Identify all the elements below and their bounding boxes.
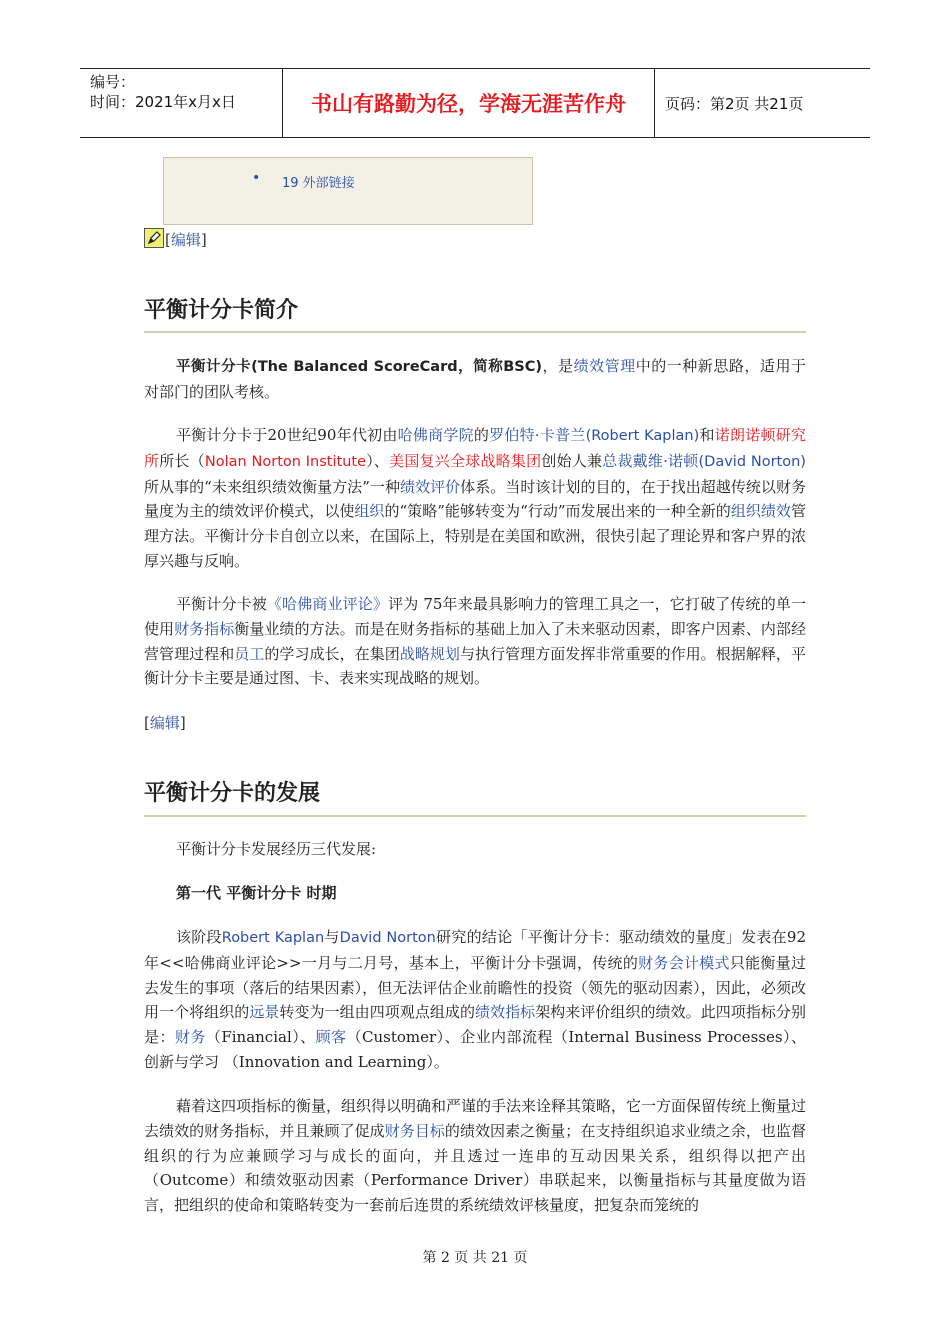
link-organization[interactable]: 组织	[354, 502, 385, 521]
link-finance[interactable]: 财务	[174, 1028, 206, 1047]
link-harvard-business-school[interactable]: 哈佛商学院	[397, 426, 474, 444]
paragraph-dev-intro: 平衡计分卡发展经历三代发展:	[176, 840, 377, 858]
paragraph-four-indicators: 藉着这四项指标的衡量，组织得以明确和严谨的手法来诠释其策略，它一方面保留传统上衡量过去绩效的财务指标，并且兼顾了促成财务目标的绩效因素之衡量；在支持组织追求业绩之余，也监督组织的行为应兼顾学习与成长的面向，并且透过一连串的互动因果关系，组织得以把产出（Outcome）和绩效驱动因素（Performance Driver）串联起来，以衡量指标与其量度做为语言，把组织的使命和策略转变为一套前后连贯的系统绩效评核量度，把复杂而笼统的	[144, 1097, 807, 1215]
link-performance-management[interactable]: 绩效管理	[573, 357, 636, 375]
link-harvard-business-review[interactable]: 《哈佛商业评论》	[266, 595, 389, 613]
link-renaissance-group[interactable]: 美国复兴全球战略集团	[389, 451, 542, 470]
link-financial-indicators[interactable]: 财务指标	[174, 619, 235, 638]
link-president[interactable]: 总裁	[602, 451, 633, 470]
edit-link[interactable]: 编辑	[149, 714, 180, 732]
edit-pencil-icon[interactable]	[144, 228, 164, 248]
paragraph-intro-definition: 平衡计分卡(The Balanced ScoreCard，简称BSC)，是绩效管理中的一种新思路，适用于对部门的团队考核。	[144, 357, 806, 401]
edit-link-row: [编辑]	[144, 714, 186, 732]
section-title-intro: 平衡计分卡简介	[144, 298, 299, 323]
link-employees[interactable]: 员工	[234, 644, 265, 663]
page-footer: 第 2 页 共 21 页	[422, 1250, 528, 1266]
link-robert-kaplan[interactable]: 罗伯特·卡普兰	[489, 426, 586, 444]
document-number: 编号：	[90, 73, 136, 91]
link-strategic-planning[interactable]: 战略规划	[399, 644, 460, 663]
link-robert-kaplan[interactable]: Robert Kaplan	[221, 930, 325, 946]
bullet-icon: •	[252, 170, 261, 186]
link-financial-goals[interactable]: 财务目标	[384, 1121, 445, 1140]
link-organizational-performance[interactable]: 组织绩效	[730, 502, 791, 521]
table-of-contents	[163, 157, 533, 225]
section-title-development: 平衡计分卡的发展	[144, 781, 321, 806]
toc-item-external-links[interactable]	[252, 170, 355, 191]
edit-link-row	[144, 228, 207, 250]
link-performance-evaluation[interactable]: 绩效评价	[400, 477, 461, 496]
toc-item-label: 19 外部链接	[282, 176, 355, 191]
edit-bracket-close: ]	[200, 231, 207, 249]
link-david-norton[interactable]: 戴维·诺顿	[632, 451, 699, 470]
link-vision[interactable]: 远景	[249, 1003, 280, 1022]
section-divider	[144, 815, 806, 817]
paragraph-first-generation-title: 第一代 平衡计分卡 时期	[176, 884, 337, 902]
paragraph-first-generation: 该阶段Robert Kaplan与David Norton研究的结论「平衡计分卡：驱动绩效的量度」发表在92年<<哈佛商业评论>>一月与二月号，基本上，平衡计分卡强调，传统的财务会计模式只能衡量过去发生的事项（落后的结果因素），但无法评估企业前瞻性的投资（领先的驱动因素），因此，必须改用一个将组织的远景转变为一组由四项观点组成的绩效指标架构来评价组织的绩效。此四项指标分别是：财务（Financial）、顾客（Customer）、企业内部流程（Internal Business Processes）、创新与学习 （Innovation and Learning）。	[144, 928, 806, 1071]
section-divider	[144, 331, 806, 333]
paragraph-intro-impact: 平衡计分卡被《哈佛商业评论》评为 75年来最具影响力的管理工具之一，它打破了传统的单一使用财务指标衡量业绩的方法。而是在财务指标的基础上加入了未来驱动因素，即客户因素、内部经营管理过程和员工的学习成长，在集团战略规划与执行管理方面发挥非常重要的作用。根据解释，平衡计分卡主要是通过图、卡、表来实现战略的规划。	[144, 595, 806, 688]
document-time: 时间：2021年x月x日	[90, 93, 236, 111]
header-meta	[80, 69, 282, 137]
link-david-norton[interactable]: David Norton	[339, 930, 436, 946]
link-financial-accounting-model[interactable]: 财务会计模式	[638, 953, 730, 972]
link-nolan-norton[interactable]: 诺朗诺顿研究所	[144, 426, 806, 470]
header-table	[80, 68, 870, 138]
paragraph-intro-origin: 平衡计分卡于20世纪90年代初由哈佛商学院的罗伯特·卡普兰(Robert Kaplan)和诺朗诺顿研究所所长（Nolan Norton Institute）、美国复兴全球战略集团创始人兼总裁戴维·诺顿(David Norton)所从事的“未来组织绩效衡量方法”一种绩效评价体系。当时该计划的目的，在于找出超越传统以财务量度为主的绩效评价模式，以使组织的“策略”能够转变为“行动”而发展出来的一种全新的组织绩效管理方法。平衡计分卡自创立以来，在国际上，特别是在美国和欧洲，很快引起了理论界和客户界的浓厚兴趣与反响。	[144, 426, 806, 570]
link-customer[interactable]: 顾客	[315, 1028, 347, 1047]
link-performance-indicators[interactable]: 绩效指标	[475, 1003, 536, 1022]
header-page-number: 页码：第2页 共21页	[665, 94, 804, 113]
edit-bracket-open: [	[165, 231, 171, 249]
header-motto: 书山有路勤为径，学海无涯苦作舟	[282, 69, 655, 137]
edit-link[interactable]: 编辑	[170, 231, 201, 249]
